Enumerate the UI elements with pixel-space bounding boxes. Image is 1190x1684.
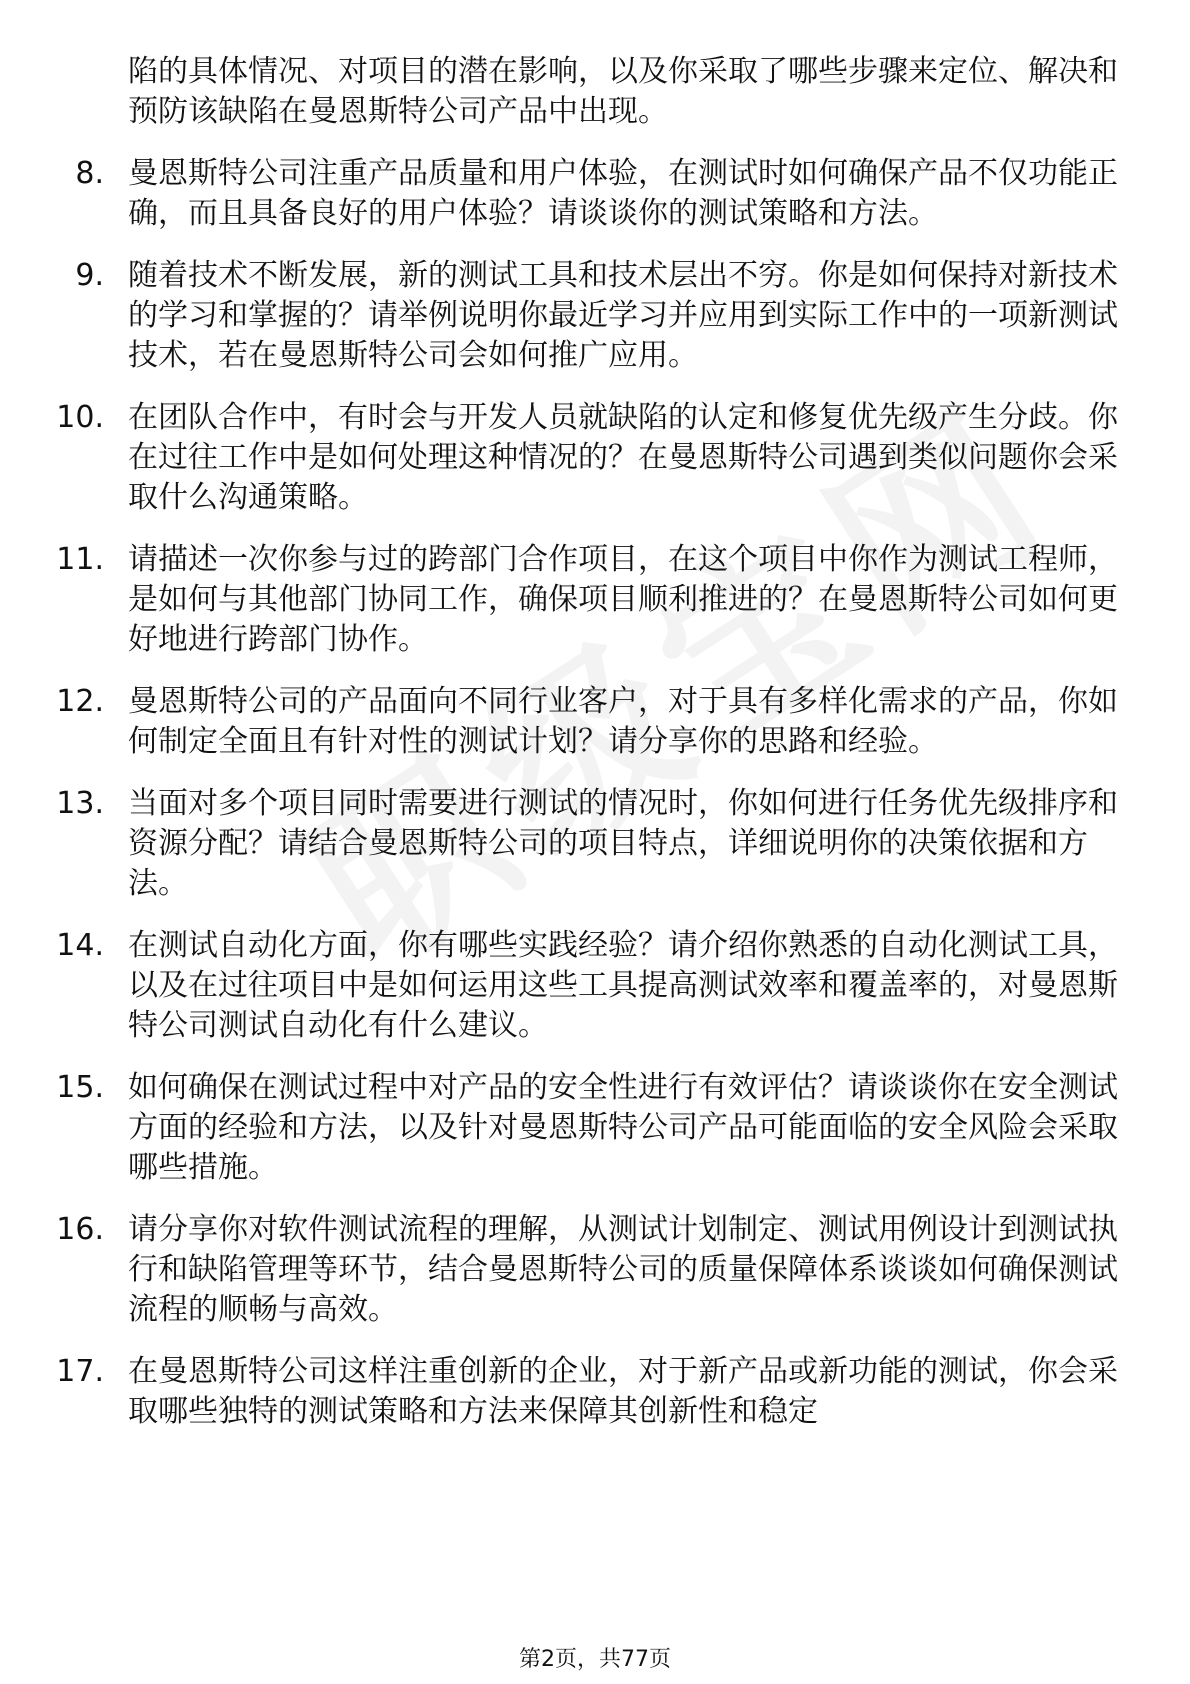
item-text: 曼恩斯特公司的产品面向不同行业客户，对于具有多样化需求的产品，你如何制定全面且有针对性的测试计划？请分享你的思路和经验。 <box>128 684 1118 759</box>
item-text: 随着技术不断发展，新的测试工具和技术层出不穷。你是如何保持对新技术的学习和掌握的？请举例说明你最近学习并应用到实际工作中的一项新测试技术，若在曼恩斯特公司会如何推广应用。 <box>128 258 1118 373</box>
list-item <box>0 1352 1118 1432</box>
page-number-footer: 第2页，共77页 <box>519 1647 671 1672</box>
list-item <box>0 1210 1118 1330</box>
item-text: 请分享你对软件测试流程的理解，从测试计划制定、测试用例设计到测试执行和缺陷管理等环节，结合曼恩斯特公司的质量保障体系谈谈如何确保测试流程的顺畅与高效。 <box>128 1212 1118 1327</box>
list-item <box>0 926 1118 1046</box>
item-text: 请描述一次你参与过的跨部门合作项目，在这个项目中你作为测试工程师，是如何与其他部门协同工作，确保项目顺利推进的？在曼恩斯特公司如何更好地进行跨部门协作。 <box>128 542 1118 657</box>
item-text: 陷的具体情况、对项目的潜在影响，以及你采取了哪些步骤来定位、解决和预防该缺陷在曼恩斯特公司产品中出现。 <box>128 54 1118 129</box>
item-text: 在团队合作中，有时会与开发人员就缺陷的认定和修复优先级产生分歧。你在过往工作中是如何处理这种情况的？在曼恩斯特公司遇到类似问题你会采取什么沟通策略。 <box>128 400 1118 515</box>
list-item <box>0 540 1118 660</box>
list-item <box>0 784 1118 904</box>
item-number: 14. <box>56 928 104 963</box>
list-item <box>0 154 1118 234</box>
item-number: 8. <box>75 156 104 191</box>
item-number: 16. <box>56 1212 104 1247</box>
list-item <box>0 398 1118 518</box>
item-number: 11. <box>56 542 104 577</box>
item-text: 在曼恩斯特公司这样注重创新的企业，对于新产品或新功能的测试，你会采取哪些独特的测试策略和方法来保障其创新性和稳定 <box>128 1354 1118 1429</box>
list-item <box>0 52 1118 132</box>
item-text: 在测试自动化方面，你有哪些实践经验？请介绍你熟悉的自动化测试工具，以及在过往项目中是如何运用这些工具提高测试效率和覆盖率的，对曼恩斯特公司测试自动化有什么建议。 <box>128 928 1118 1043</box>
item-text: 如何确保在测试过程中对产品的安全性进行有效评估？请谈谈你在安全测试方面的经验和方法，以及针对曼恩斯特公司产品可能面临的安全风险会采取哪些措施。 <box>128 1070 1118 1185</box>
item-text: 当面对多个项目同时需要进行测试的情况时，你如何进行任务优先级排序和资源分配？请结合曼恩斯特公司的项目特点，详细说明你的决策依据和方法。 <box>128 786 1118 901</box>
list-item <box>0 1068 1118 1188</box>
item-number: 10. <box>56 400 104 435</box>
item-number: 13. <box>56 786 104 821</box>
list-item <box>0 256 1118 376</box>
item-number: 17. <box>56 1354 104 1389</box>
item-number: 15. <box>56 1070 104 1105</box>
question-list <box>0 52 1190 1454</box>
list-item <box>0 682 1118 762</box>
item-number: 12. <box>56 684 104 719</box>
item-number: 9. <box>75 258 104 293</box>
item-text: 曼恩斯特公司注重产品质量和用户体验，在测试时如何确保产品不仅功能正确，而且具备良好的用户体验？请谈谈你的测试策略和方法。 <box>128 156 1118 231</box>
